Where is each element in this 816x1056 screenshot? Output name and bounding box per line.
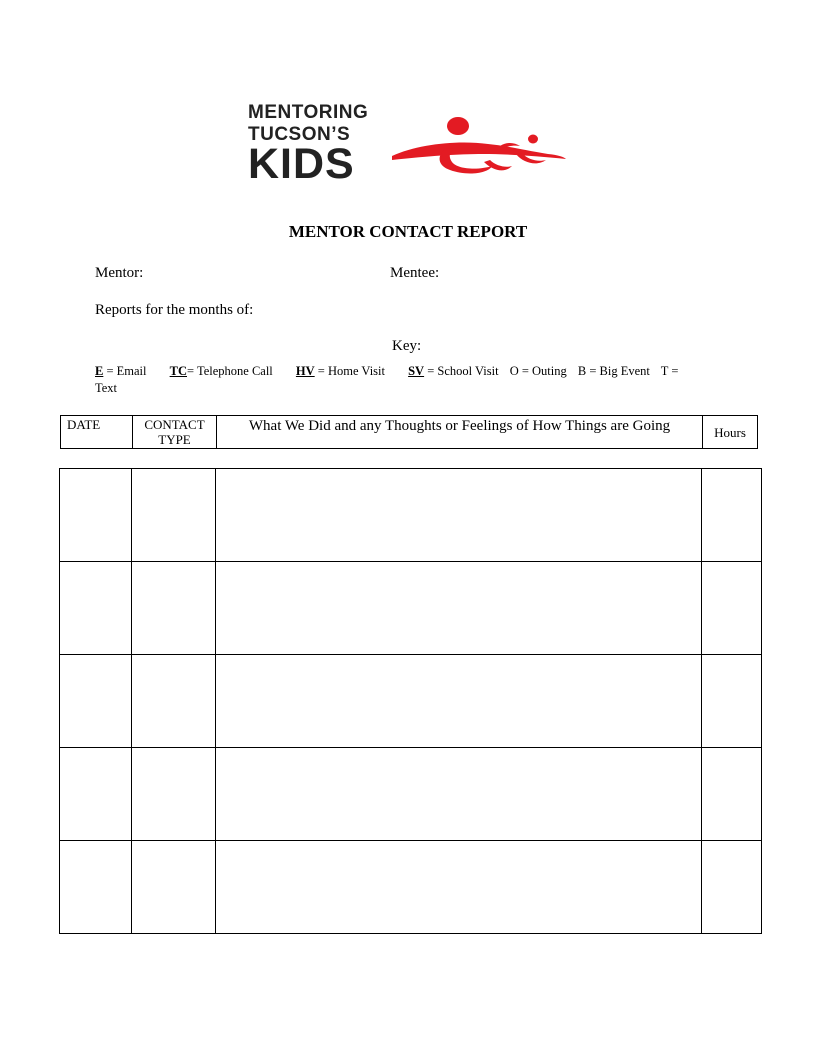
key-desc-school-visit: = School Visit	[424, 364, 499, 378]
contact-type-cell[interactable]	[132, 655, 216, 747]
key-desc-telephone: = Telephone Call	[187, 364, 273, 378]
date-cell[interactable]	[60, 469, 132, 561]
hours-cell[interactable]	[702, 655, 761, 747]
hours-cell[interactable]	[702, 562, 761, 654]
header-hours: Hours	[714, 425, 746, 440]
description-cell[interactable]	[216, 562, 702, 654]
hours-cell[interactable]	[702, 469, 761, 561]
description-cell[interactable]	[216, 655, 702, 747]
entries-table	[59, 468, 762, 934]
contact-type-cell[interactable]	[132, 469, 216, 561]
months-field-label: Reports for the months of:	[95, 302, 254, 318]
table-row	[60, 841, 761, 933]
logo-line-1: MENTORING	[248, 102, 369, 123]
key-abbr-email: E	[95, 364, 104, 378]
header-description: What We Did and any Thoughts or Feelings of How Things are Going	[217, 416, 703, 448]
header-contact-type: CONTACT TYPE	[133, 416, 217, 448]
description-cell[interactable]	[216, 841, 702, 933]
logo-line-3: KIDS	[248, 140, 355, 188]
key-abbr-telephone: TC	[169, 364, 187, 378]
key-abbr-school-visit: SV	[408, 364, 425, 378]
date-cell[interactable]	[60, 748, 132, 840]
logo	[248, 100, 568, 192]
key-desc-email: = Email	[103, 364, 147, 378]
key-abbr-home-visit: HV	[295, 364, 315, 378]
date-cell[interactable]	[60, 655, 132, 747]
hours-cell[interactable]	[702, 748, 761, 840]
table-row	[60, 748, 761, 841]
logo-line-2: TUCSON’S	[248, 124, 351, 145]
description-cell[interactable]	[216, 748, 702, 840]
hours-cell[interactable]	[702, 841, 761, 933]
date-cell[interactable]	[60, 562, 132, 654]
contact-type-cell[interactable]	[132, 562, 216, 654]
header-date: DATE	[61, 416, 133, 448]
contact-type-cell[interactable]	[132, 841, 216, 933]
description-cell[interactable]	[216, 469, 702, 561]
key-legend	[95, 363, 695, 397]
table-row	[60, 562, 761, 655]
key-desc-home-visit: = Home Visit	[314, 364, 385, 378]
key-text: T = Text	[95, 364, 679, 395]
mentee-field-label: Mentee:	[390, 265, 440, 281]
table-row	[60, 469, 761, 562]
date-cell[interactable]	[60, 841, 132, 933]
key-outing: O = Outing	[509, 364, 567, 378]
table-row	[60, 655, 761, 748]
table-header	[60, 415, 758, 449]
contact-type-cell[interactable]	[132, 748, 216, 840]
key-big-event: B = Big Event	[577, 364, 650, 378]
logo-figure-icon	[388, 104, 568, 184]
key-title: Key:	[392, 338, 422, 354]
page-title: MENTOR CONTACT REPORT	[288, 222, 528, 241]
mentor-field-label: Mentor:	[95, 265, 144, 281]
